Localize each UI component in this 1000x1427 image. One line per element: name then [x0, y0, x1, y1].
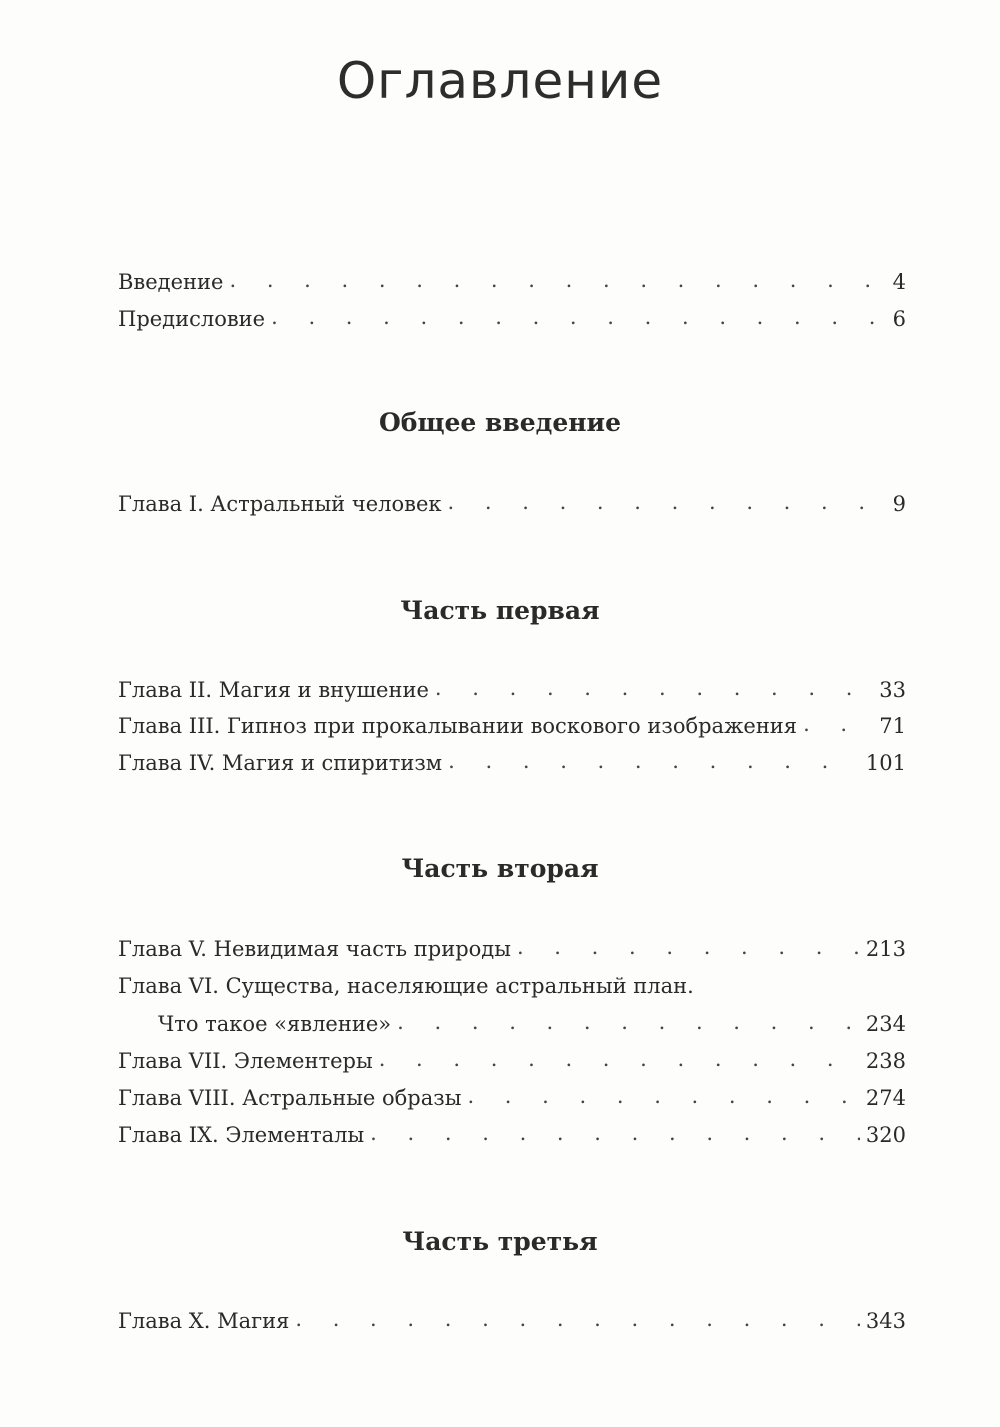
toc-entry-label: Глава IX. Элементалы — [118, 1123, 365, 1147]
section-heading-part-2: Часть вторая — [401, 854, 599, 883]
toc-entry-page: 343 — [865, 1309, 906, 1333]
toc-entry-chapter-4[interactable] — [118, 749, 906, 777]
toc-entry-label: Глава IV. Магия и спиритизм — [118, 751, 443, 775]
section-heading-part-3: Часть третья — [402, 1227, 598, 1256]
toc-entry-label: Глава X. Магия — [118, 1309, 290, 1333]
toc-entry-label: Глава II. Магия и внушение — [118, 678, 429, 702]
section-heading-part-1: Часть первая — [400, 596, 600, 625]
dot-leader — [517, 933, 860, 961]
dot-leader — [467, 1082, 859, 1110]
dot-leader — [448, 747, 860, 775]
toc-entry-chapter-2[interactable] — [118, 676, 906, 704]
dot-leader — [803, 710, 873, 738]
toc-entry-chapter-8[interactable] — [118, 1084, 906, 1112]
dot-leader — [271, 303, 878, 331]
toc-entry-page: 101 — [865, 751, 906, 775]
toc-entry-chapter-1[interactable] — [118, 490, 906, 518]
dot-leader — [397, 1008, 860, 1036]
toc-entry-chapter-7[interactable] — [118, 1047, 906, 1075]
toc-entry-label: Предисловие — [118, 307, 266, 331]
toc-entry-page: 238 — [865, 1049, 906, 1073]
toc-entry-label: Глава VII. Элементеры — [118, 1049, 373, 1073]
dot-leader — [435, 674, 873, 702]
dot-leader — [379, 1045, 860, 1073]
toc-entry-page: 274 — [865, 1086, 906, 1110]
toc-entry-preface[interactable] — [118, 305, 906, 333]
dot-leader — [229, 266, 878, 294]
toc-entry-page: 9 — [892, 492, 906, 516]
toc-entry-page: 213 — [865, 937, 906, 961]
toc-entry-label: Введение — [118, 270, 224, 294]
dot-leader — [370, 1119, 860, 1147]
toc-entry-page: 33 — [879, 678, 906, 702]
toc-entry-chapter-3[interactable] — [118, 712, 906, 740]
section-heading-general: Общее введение — [379, 408, 621, 437]
toc-entry-page: 4 — [892, 270, 906, 294]
toc-entry-label: Что такое «явление» — [158, 1012, 392, 1036]
toc-entry-page: 71 — [879, 714, 906, 738]
toc-entry-introduction[interactable] — [118, 268, 906, 296]
toc-entry-label: Глава V. Невидимая часть природы — [118, 937, 511, 961]
page-title: Оглавление — [336, 52, 664, 110]
toc-entry-chapter-10[interactable] — [118, 1307, 906, 1335]
toc-entry-label: Глава I. Астральный человек — [118, 492, 442, 516]
toc-entry-label: Глава VIII. Астральные образы — [118, 1086, 462, 1110]
toc-entry-page: 6 — [892, 307, 906, 331]
toc-entry-chapter-6-line-1[interactable]: Глава VI. Существа, населяющие астральный план. — [118, 974, 694, 998]
toc-entry-chapter-9[interactable] — [118, 1121, 906, 1149]
toc-entry-label: Глава III. Гипноз при прокалывании воскового изображения — [118, 714, 798, 738]
toc-entry-page: 234 — [865, 1012, 906, 1036]
toc-entry-page: 320 — [865, 1123, 906, 1147]
dot-leader — [295, 1305, 860, 1333]
toc-entry-chapter-5[interactable] — [118, 935, 906, 963]
toc-entry-chapter-6[interactable] — [158, 1010, 906, 1038]
dot-leader — [448, 488, 878, 516]
